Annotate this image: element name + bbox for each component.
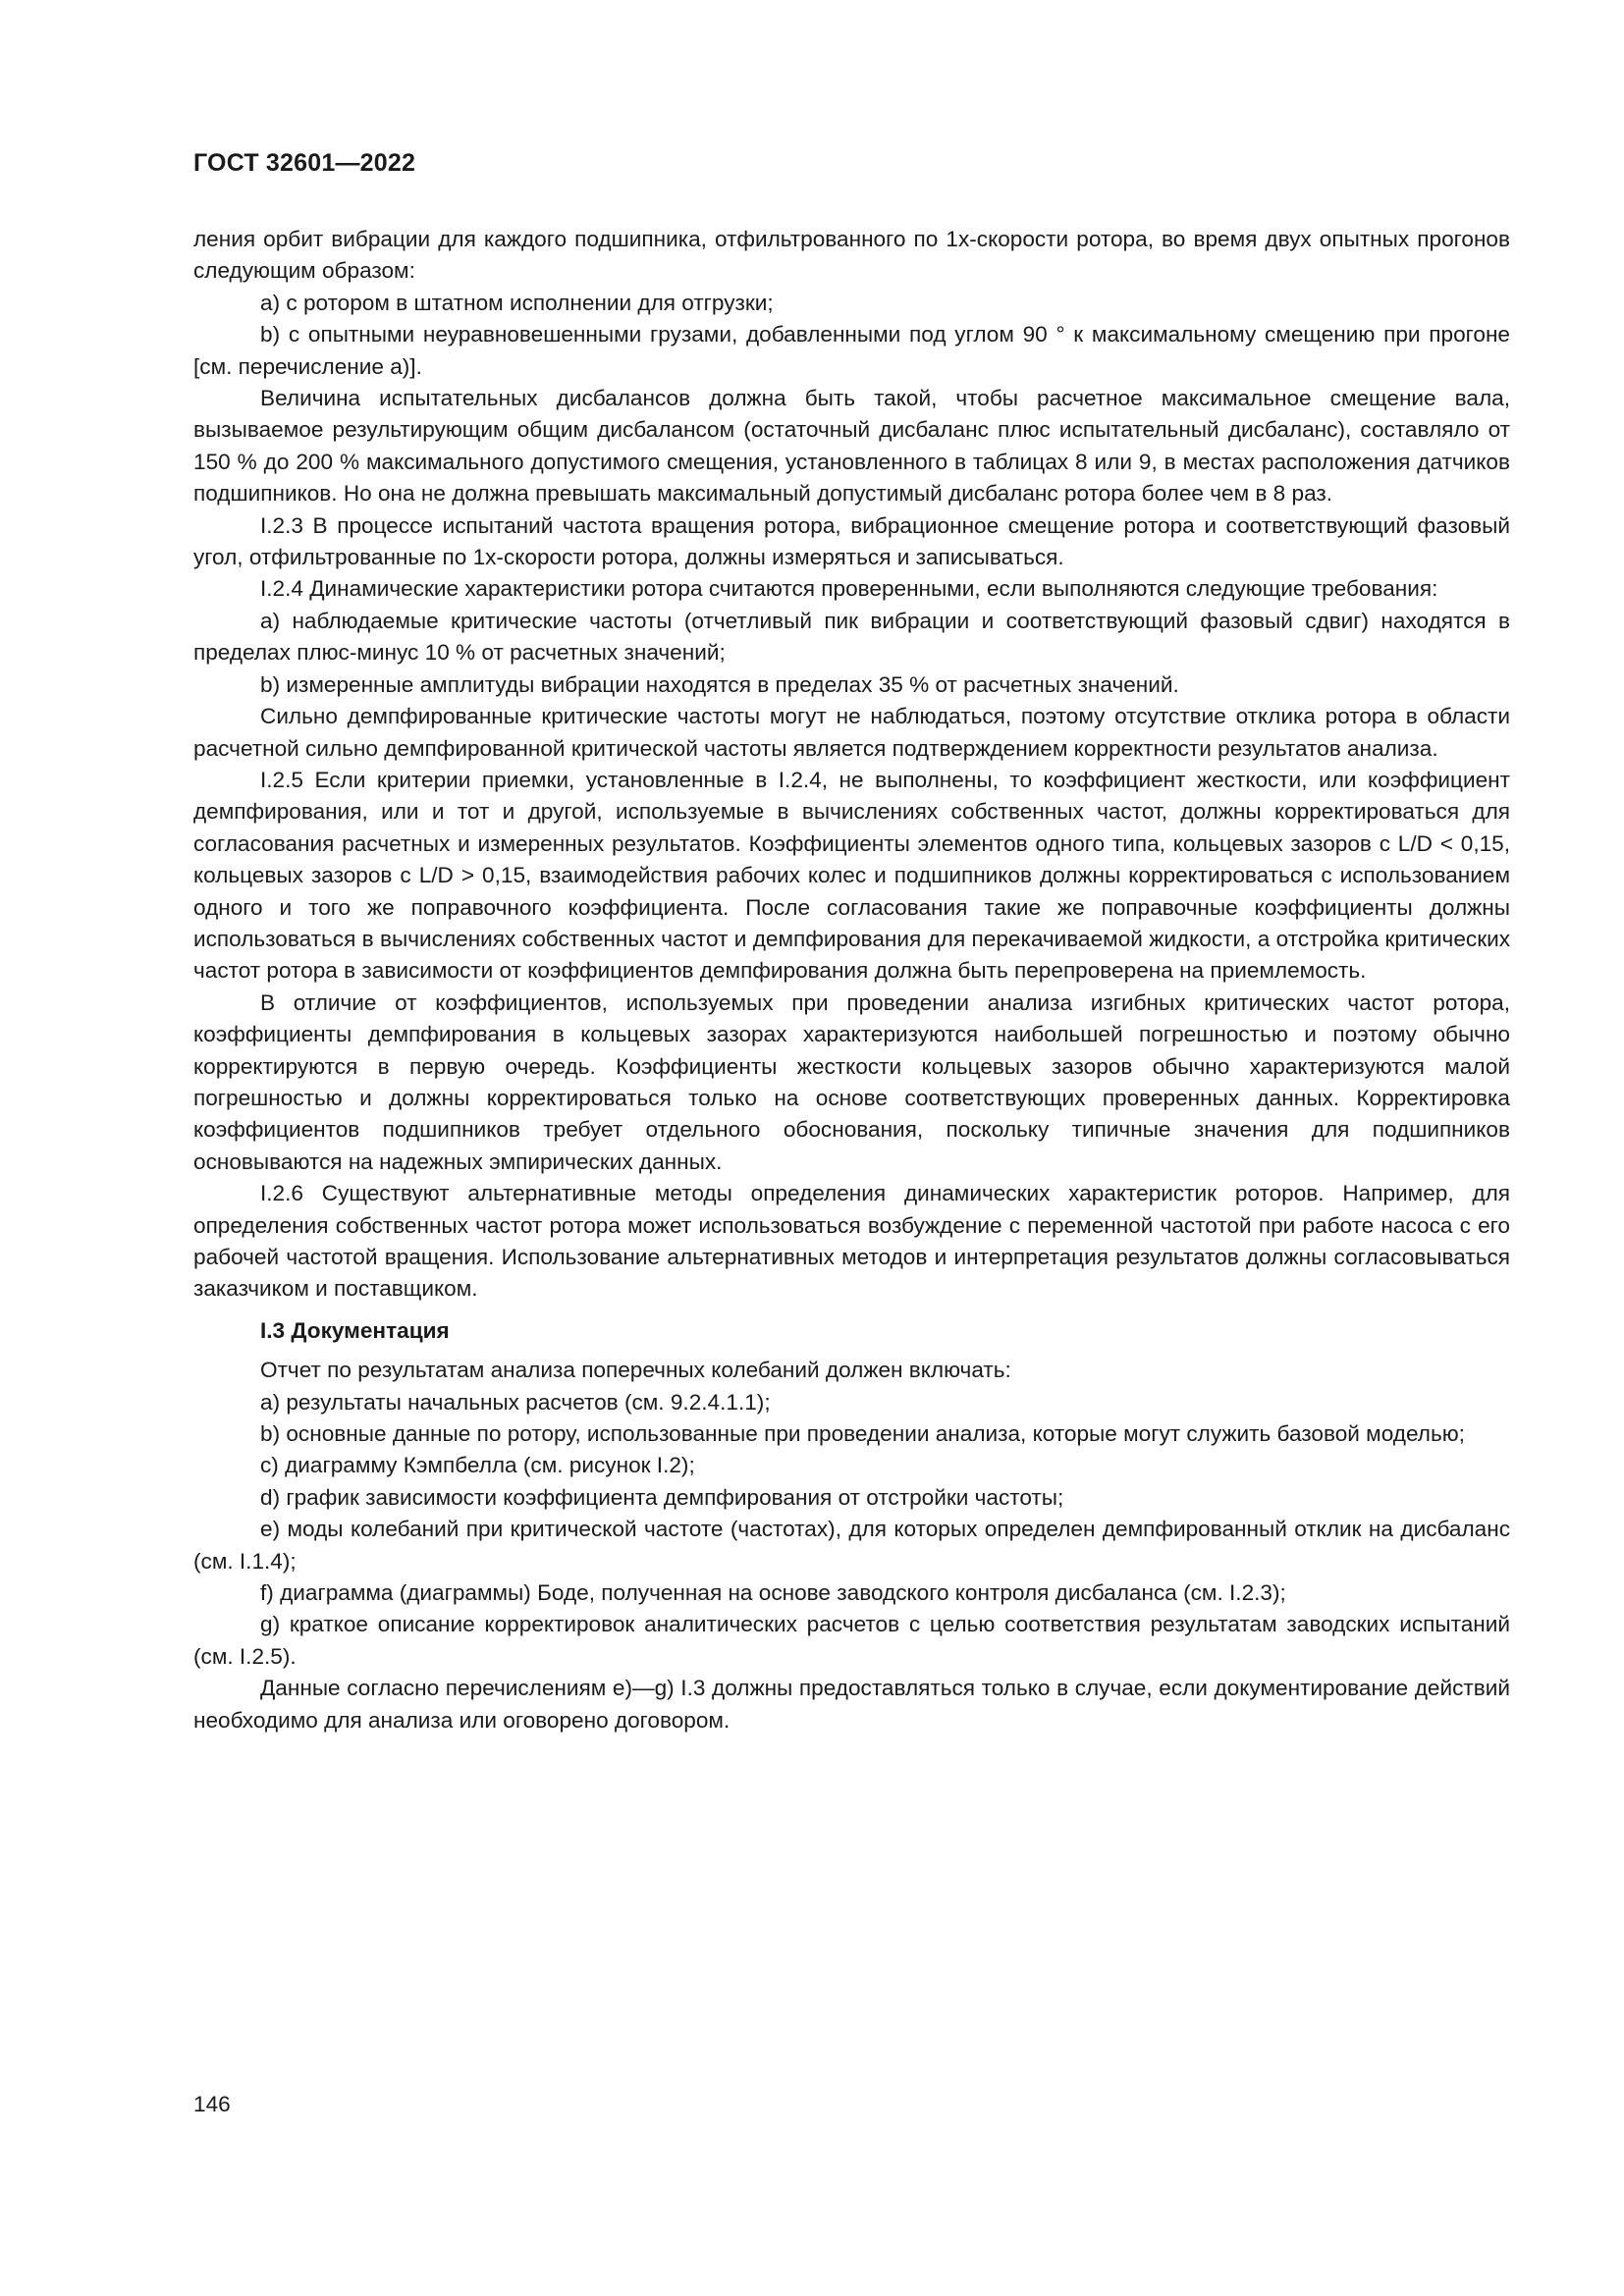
page-number: 146 xyxy=(193,2092,231,2116)
paragraph: I.2.4 Динамические характеристики ротора считаются проверенными, если выполняются следующие требования: xyxy=(260,576,1438,602)
paragraph: Отчет по результатам анализа поперечных колебаний должен включать: xyxy=(260,1358,1011,1383)
list-item: a) результаты начальных расчетов (см. 9.2.4.1.1); xyxy=(260,1389,771,1415)
list-item: c) диаграмму Кэмпбелла (см. рисунок I.2); xyxy=(260,1453,695,1478)
list-item: f) диаграмма (диаграммы) Боде, полученная на основе заводского контроля дисбаланса (см. I.2.3); xyxy=(260,1580,1286,1606)
document-body xyxy=(193,224,1510,1736)
list-item: b) основные данные по ротору, использованные при проведении анализа, которые могут служить базовой моделью; xyxy=(260,1421,1465,1447)
list-item: b) измеренные амплитуды вибрации находятся в пределах 35 % от расчетных значений. xyxy=(260,671,1179,697)
paragraph: Величина испытательных дисбалансов должна быть такой, чтобы расчетное максимальное смещение вала, вызываемое результирующим общим дисбалансом (остаточный дисбаланс плюс испытательный дисбаланс), составляло от 150 % до 200 % максимального допустимого смещения, установленного в таблицах 8 или 9, в местах расположения датчиков подшипников. Но она не должна превышать максимальный допустимый дисбаланс ротора более чем в 8 раз. xyxy=(193,386,1510,507)
paragraph: I.2.3 В процессе испытаний частота вращения ротора, вибрационное смещение ротора и соответствующий фазовый угол, отфильтрованные по 1x-скорости ротора, должны измеряться и записываться. xyxy=(193,512,1510,570)
paragraph: ления орбит вибрации для каждого подшипника, отфильтрованного по 1x-скорости ротора, во время двух опытных прогонов следующим образом: xyxy=(193,227,1510,284)
document-header: ГОСТ 32601—2022 xyxy=(193,149,416,177)
paragraph: I.2.6 Существуют альтернативные методы определения динамических характеристик роторов. Например, для определения собственных частот ротора может использоваться возбуждение с переменной частотой при работе насоса с его рабочей частотой вращения. Использование альтернативных методов и интерпретация результатов должны согласовываться заказчиком и поставщиком. xyxy=(193,1181,1510,1302)
list-item: b) с опытными неуравновешенными грузами, добавленными под углом 90 ° к максимальному смещению при прогоне [см. перечисление a)]. xyxy=(193,322,1510,379)
paragraph: I.2.5 Если критерии приемки, установленные в I.2.4, не выполнены, то коэффициент жесткости, или коэффициент демпфирования, или и тот и другой, используемые в вычислениях собственных частот, должны корректироваться для согласования расчетных и измеренных результатов. Коэффициенты элементов одного типа, кольцевых зазоров с L/D < 0,15, кольцевых зазоров с L/D > 0,15, взаимодействия рабочих колес и подшипников должны корректироваться с использованием одного и того же поправочного коэффициента. После согласования такие же поправочные коэффициенты должны использоваться в вычислениях собственных частот и демпфирования для перекачиваемой жидкости, а отстройка критических частот ротора в зависимости от коэффициентов демпфирования должна быть перепроверена на приемлемость. xyxy=(193,767,1510,984)
list-item: d) график зависимости коэффициента демпфирования от отстройки частоты; xyxy=(260,1484,1064,1510)
section-heading: I.3 Документация xyxy=(260,1317,450,1343)
list-item: g) краткое описание корректировок аналитических расчетов с целью соответствия результатам заводских испытаний (см. I.2.5). xyxy=(193,1612,1510,1669)
paragraph: Данные согласно перечислениям e)—g) I.3 должны предоставляться только в случае, если документирование действий необходимо для анализа или оговорено договором. xyxy=(193,1676,1510,1733)
paragraph: Сильно демпфированные критические частоты могут не наблюдаться, поэтому отсутствие отклика ротора в области расчетной сильно демпфированной критической частоты является подтверждением корректности результатов анализа. xyxy=(193,704,1510,761)
list-item: a) с ротором в штатном исполнении для отгрузки; xyxy=(260,290,774,315)
list-item: e) моды колебаний при критической частоте (частотах), для которых определен демпфированный отклик на дисбаланс (см. I.1.4); xyxy=(193,1517,1510,1574)
list-item: a) наблюдаемые критические частоты (отчетливый пик вибрации и соответствующий фазовый сдвиг) находятся в пределах плюс-минус 10 % от расчетных значений; xyxy=(193,608,1510,666)
paragraph: В отличие от коэффициентов, используемых при проведении анализа изгибных критических частот ротора, коэффициенты демпфирования в кольцевых зазорах характеризуются наибольшей погрешностью и поэтому обычно корректируются в первую очередь. Коэффициенты жесткости кольцевых зазоров обычно характеризуются малой погрешностью и должны корректироваться только на основе соответствующих проверенных данных. Корректировка коэффициентов подшипников требует отдельного обоснования, поскольку типичные значения для подшипников основываются на надежных эмпирических данных. xyxy=(193,989,1510,1174)
